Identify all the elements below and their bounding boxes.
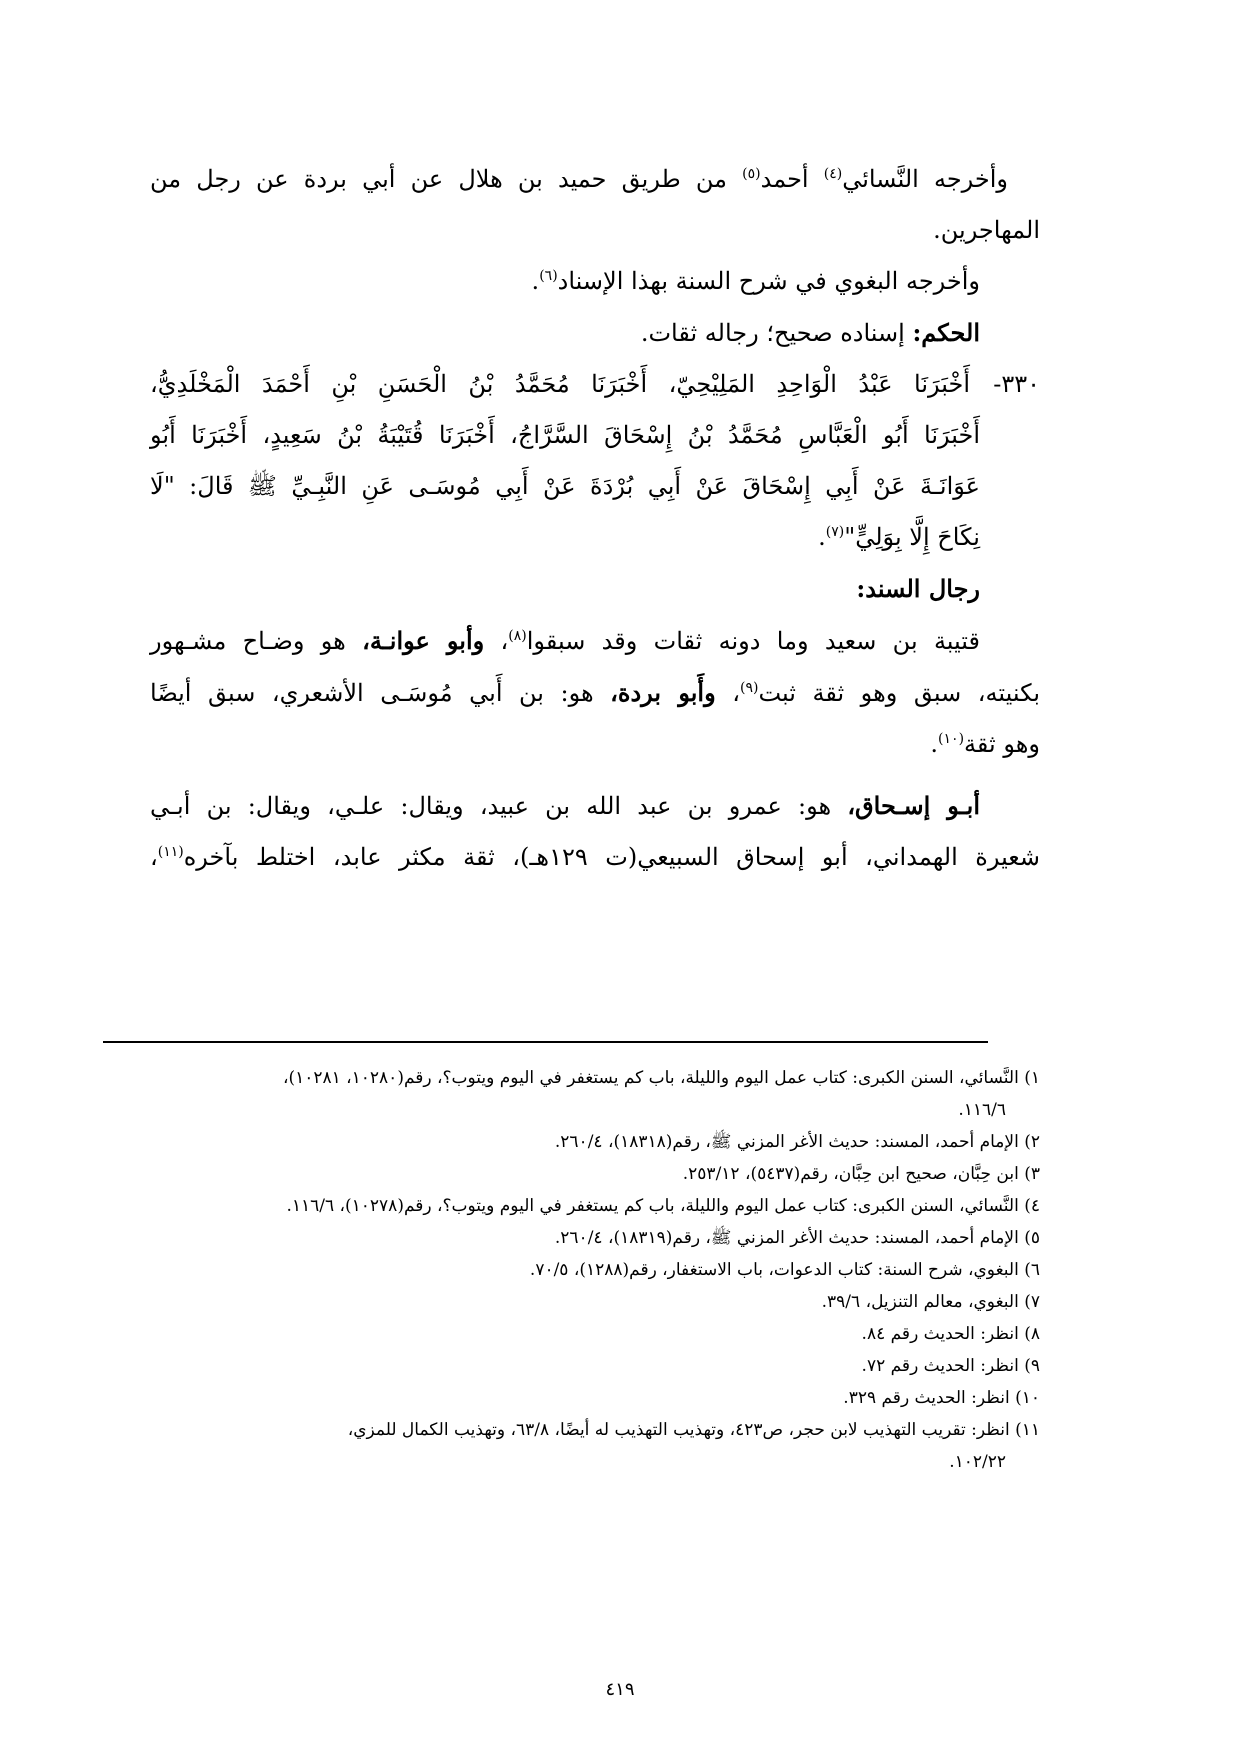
footnote-item: [150, 1414, 1040, 1446]
hadith-line: [150, 461, 1040, 512]
paragraph-line: [150, 615, 1040, 667]
text-run: هو: عمرو بن عبد الله بن عبيد، ويقال: علـي، ويقال: بن أبـي: [150, 792, 848, 820]
footnote-text: ٦) البغوي، شرح السنة: كتاب الدعوات، باب الاستغفار، رقم(١٢٨٨)، ٧٠/٥.: [529, 1260, 1040, 1280]
footnote-ref[interactable]: (١١): [157, 844, 184, 860]
ruling-label: الحكم:: [912, 318, 980, 347]
footnote-text: ٥) الإمام أحمد، المسند: حديث الأغر المزني ﷺ، رقم(١٨٣١٩)، ٢٦٠/٤.: [554, 1228, 1040, 1248]
footnote-text: ٣) ابن حِبَّان، صحيح ابن حِبَّان، رقم(٥٤٣٧)، ٢٥٣/١٢.: [682, 1164, 1040, 1184]
paragraph-line: [150, 154, 1040, 205]
text-run: أَخْبَرَنَا أَبُو الْعَبَّاسِ مُحَمَّدُ بْنُ إِسْحَاقَ السَّرَّاجُ، أَخْبَرَنَا قُتَيْبَةُ بْنُ سَعِيدٍ، أَخْبَرَنَا أَبُو: [150, 421, 980, 449]
footnote-text: ٨) انظر: الحديث رقم ٨٤.: [861, 1324, 1040, 1344]
text-run: وأخرجه البغوي في شرح السنة بهذا الإسناد: [557, 267, 980, 295]
text-run: .: [930, 730, 939, 758]
narrator-name: وأَبو بردة،: [610, 678, 716, 707]
text-run: نِكَاحَ إِلَّا بِوَلِيٍّ": [844, 523, 980, 551]
footnote-text: ٧) البغوي، معالم التنزيل، ٣٩/٦.: [821, 1292, 1040, 1312]
footnote-item: [150, 1158, 1040, 1190]
text-run: هو: بن أَبي مُوسَـى الأشعري، سبق أيضًا: [150, 679, 611, 707]
footnote-text: ١٠٢/٢٢.: [949, 1452, 1006, 1472]
footnote-item: [150, 1318, 1040, 1350]
text-run: إسناده صحيح؛ رجاله ثقات.: [640, 319, 913, 347]
paragraph-line: [150, 667, 1040, 719]
footnote-ref[interactable]: (٩): [739, 680, 759, 696]
footnote-ref[interactable]: (٧): [825, 524, 845, 540]
footnote-text: ١٠) انظر: الحديث رقم ٣٢٩.: [843, 1388, 1040, 1408]
text-run: أحمد: [760, 165, 824, 193]
paragraph-line: [150, 719, 1040, 770]
hadith-number: ٣٣٠-: [993, 370, 1040, 398]
footnote-text: ٩) انظر: الحديث رقم ٧٢.: [861, 1356, 1040, 1376]
footnote-ref[interactable]: (٥): [742, 166, 761, 182]
text-run: أَخْبَرَنَا عَبْدُ الْوَاحِدِ المَلِيْحِيّ، أَخْبَرَنَا مُحَمَّدُ بْنُ الْحَسَنِ بْنِ أَحْمَدَ الْمَخْلَدِيُّ،: [150, 370, 970, 398]
footnote-item: [150, 1190, 1040, 1222]
text-run: .: [531, 267, 540, 295]
text-run: ،: [150, 843, 158, 871]
page-number: ٤١٩: [605, 1679, 635, 1700]
footnote-ref[interactable]: (١٠): [938, 731, 965, 747]
text-run: هو وضـاح مشـهور: [150, 627, 363, 655]
footnote-item: [150, 1222, 1040, 1254]
footnote-item: [150, 1126, 1040, 1158]
text-run: بكنيته، سبق وهو ثقة ثبت: [758, 679, 1041, 707]
paragraph-line: [150, 205, 1040, 256]
hadith-line: [150, 512, 1040, 563]
text-run: المهاجرين.: [933, 216, 1040, 244]
footnote-text: ١١) انظر: تقريب التهذيب لابن حجر، ص٤٢٣، وتهذيب التهذيب له أيضًا، ٦٣/٨، وتهذيب الكمال للمزي،: [347, 1420, 1040, 1440]
footnote-continuation: [150, 1446, 1040, 1478]
ruling-line: [150, 307, 1040, 359]
narrator-name: وأبو عوانـة،: [362, 626, 485, 655]
footnote-ref[interactable]: (٤): [823, 166, 843, 182]
footnote-text: ١١٦/٦.: [958, 1100, 1006, 1120]
heading-text: رجال السند:: [856, 574, 980, 603]
footnote-item: [150, 1382, 1040, 1414]
footnote-ref[interactable]: (٨): [508, 628, 527, 644]
text-run: ،: [484, 627, 509, 655]
footnote-divider: [103, 1041, 988, 1043]
text-run: ،: [715, 679, 740, 707]
hadith-line: [150, 359, 1040, 410]
text-run: وأخرجه النَّسائي: [842, 165, 1009, 193]
paragraph-line: [150, 256, 1040, 307]
paragraph-line: [150, 780, 1040, 832]
paragraph-line: [150, 832, 1040, 883]
text-run: وهو ثقة: [964, 730, 1040, 758]
text-run: من طريق حميد بن هلال عن أبي بردة عن رجل من: [150, 165, 743, 193]
footnote-ref[interactable]: (٦): [539, 268, 558, 284]
footnote-item: [150, 1286, 1040, 1318]
footnote-text: ١) النَّسائي، السنن الكبرى: كتاب عمل اليوم والليلة، باب كم يستغفر في اليوم ويتوب؟، رقم(١٠٢٨٠، ١٠٢٨١)،: [282, 1068, 1040, 1088]
footnote-item: [150, 1062, 1040, 1094]
text-run: شعيرة الهمداني، أبو إسحاق السبيعي(ت ١٢٩هـ)، ثقة مكثر عابد، اختلط بآخره: [183, 843, 1040, 871]
section-heading: [150, 563, 1040, 615]
footnote-text: ٢) الإمام أحمد، المسند: حديث الأغر المزني ﷺ، رقم(١٨٣١٨)، ٢٦٠/٤.: [554, 1132, 1040, 1152]
narrator-name: أبـو إسـحاق،: [847, 791, 980, 820]
hadith-line: [150, 410, 1040, 461]
footnote-item: [150, 1350, 1040, 1382]
footnotes: [150, 1062, 1040, 1478]
footnote-continuation: [150, 1094, 1040, 1126]
text-run: عَوَانَـةَ عَنْ أَبِي إِسْحَاقَ عَنْ أَبِي بُرْدَةَ عَنْ أَبِي مُوسَـى عَنِ النَّبِـيِّ ﷺ قَالَ: "لَا: [150, 472, 980, 500]
text-run: قتيبة بن سعيد وما دونه ثقات وقد سبقوا: [526, 627, 981, 655]
footnote-text: ٤) النَّسائي، السنن الكبرى: كتاب عمل اليوم والليلة، باب كم يستغفر في اليوم ويتوب؟، رقم(١٠٢٧٨)، ١١٦/٦.: [286, 1196, 1040, 1216]
main-text: [150, 154, 1040, 883]
text-run: .: [818, 523, 826, 551]
footnote-item: [150, 1254, 1040, 1286]
